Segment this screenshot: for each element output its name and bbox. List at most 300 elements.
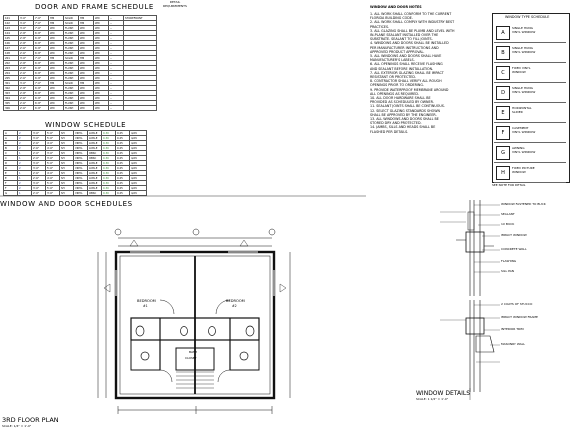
window-cell: LOW-E: [88, 186, 102, 191]
window-cell: 0.30: [102, 181, 116, 186]
window-cell: 4/A5: [130, 156, 147, 161]
note-line: FLORIDA BUILDING CODE.: [370, 16, 413, 21]
door-cell: 101: [4, 16, 19, 21]
door-cell: 6'-8": [34, 101, 49, 106]
window-cell: VINYL: [74, 186, 88, 191]
detail-callout: WINDOW FASTENED TO BUCK: [501, 202, 546, 206]
window-cell: 2: [18, 161, 32, 166]
window-cell: VINYL: [74, 156, 88, 161]
window-type-desc: CASEMENT VINYL WINDOW: [512, 126, 536, 134]
door-cell: WD: [49, 106, 64, 111]
door-cell: --: [109, 41, 124, 46]
window-cell: 3'-0": [32, 186, 46, 191]
window-cell: 0.25: [116, 181, 130, 186]
window-cell: 4/A5: [130, 131, 147, 136]
door-cell: 306: [4, 106, 19, 111]
window-cell: 2: [18, 181, 32, 186]
door-cell: 301: [4, 81, 19, 86]
window-cell: D: [4, 166, 18, 171]
window-cell: 1: [18, 156, 32, 161]
window-cell: F: [4, 181, 18, 186]
detail-callout: MASONRY WALL: [501, 342, 526, 346]
door-cell: SOLID: [64, 56, 79, 61]
door-cell: WD: [94, 36, 109, 41]
window-cell: SH: [60, 131, 74, 136]
detail-callout: SILL PAN: [501, 269, 514, 273]
door-cell: 104: [4, 31, 19, 36]
window-cell: SH: [60, 151, 74, 156]
detail-callout: IMPACT WINDOW FRAME: [501, 315, 538, 319]
window-cell: 0.30: [102, 161, 116, 166]
window-cell: 4/A5: [130, 151, 147, 156]
window-cell: VINYL: [74, 151, 88, 156]
door-cell: --: [109, 46, 124, 51]
note-line: 1. ALL WORK SHALL CONFORM TO THE CURRENT: [370, 12, 452, 16]
window-cell: 2'-0": [32, 151, 46, 156]
door-cell: FLUSH: [64, 36, 79, 41]
window-cell: 2'-6": [32, 171, 46, 176]
door-cell: WD: [49, 31, 64, 36]
door-cell: 6'-8": [34, 46, 49, 51]
note-line: 4. WINDOWS AND DOORS SHALL BE INSTALLED: [370, 41, 449, 46]
door-cell: 3'-0": [19, 81, 34, 86]
door-cell: WD: [49, 41, 64, 46]
bath-label: BATH: [189, 350, 197, 354]
window-cell: 2'-0": [32, 156, 46, 161]
window-cell: OBSC: [88, 151, 102, 156]
door-cell: 2'-6": [19, 46, 34, 51]
door-cell: WD: [79, 46, 94, 51]
door-cell: 2'-6": [19, 106, 34, 111]
door-cell: WD: [94, 16, 109, 21]
door-cell: 2'-8": [19, 31, 34, 36]
window-type-letter: E: [496, 106, 510, 120]
detail-callout: FLASHING: [501, 259, 517, 263]
note-line: 2. ALL WORK SHALL COMPLY WITH INDUSTRY BEST: [370, 20, 455, 25]
door-detail-header: DETAIL REQUIREMENTS: [163, 0, 187, 8]
door-cell: WD: [79, 101, 94, 106]
door-cell: WD: [94, 66, 109, 71]
door-cell: SOLID: [64, 21, 79, 26]
window-cell: 3'-0": [32, 181, 46, 186]
note-line: STORED DRY AND PROTECTED.: [370, 121, 422, 126]
window-cell: LOW-E: [88, 176, 102, 181]
door-cell: 202: [4, 61, 19, 66]
door-cell: WD: [79, 66, 94, 71]
door-cell: 2'-6": [19, 51, 34, 56]
door-cell: 2'-8": [19, 36, 34, 41]
door-cell: --: [109, 106, 124, 111]
window-cell: 0.30: [102, 151, 116, 156]
door-cell: FLUSH: [64, 101, 79, 106]
window-cell: 2: [18, 136, 32, 141]
window-cell: 3'-0": [32, 166, 46, 171]
door-cell: 106: [4, 41, 19, 46]
window-cell: 4/A5: [130, 166, 147, 171]
window-cell: 5'-0": [46, 161, 60, 166]
window-cell: 0.30: [102, 156, 116, 161]
door-cell: --: [109, 31, 124, 36]
window-cell: VINYL: [74, 181, 88, 186]
window-schedule-title: WINDOW SCHEDULE: [45, 121, 127, 129]
window-cell: SH: [60, 136, 74, 141]
door-cell: HM: [79, 16, 94, 21]
door-cell: WD: [79, 51, 94, 56]
window-cell: 0.25: [116, 166, 130, 171]
window-cell: 0.25: [116, 136, 130, 141]
window-cell: 1: [18, 151, 32, 156]
door-cell: --: [109, 21, 124, 26]
window-details-scale: SCALE: 1 1/2" = 1'-0": [416, 397, 449, 401]
window-cell: 5'-0": [46, 131, 60, 136]
window-type-letter: C: [496, 66, 510, 80]
window-cell: 2: [18, 186, 32, 191]
door-cell: WD: [79, 86, 94, 91]
note-line: OPENINGS PRIOR TO ORDERING.: [370, 83, 424, 88]
door-cell: 2'-6": [19, 71, 34, 76]
door-cell: 6'-8": [34, 51, 49, 56]
window-cell: SH: [60, 181, 74, 186]
door-cell: 2'-8": [19, 91, 34, 96]
note-line: IN-PLANE SEALANT INSTALLED OVER THE: [370, 33, 439, 38]
door-cell: WD: [49, 91, 64, 96]
window-cell: VINYL: [74, 161, 88, 166]
door-cell: WD: [79, 76, 94, 81]
door-cell: FLUSH: [64, 106, 79, 111]
window-cell: 0.30: [102, 146, 116, 151]
door-cell: 304: [4, 96, 19, 101]
door-cell: 3'-0": [19, 21, 34, 26]
door-cell: WD: [94, 41, 109, 46]
window-cell: SH: [60, 141, 74, 146]
door-cell: 204: [4, 71, 19, 76]
door-cell: WD: [94, 76, 109, 81]
window-cell: SH: [60, 156, 74, 161]
door-cell: 2'-6": [19, 101, 34, 106]
window-cell: 4/A5: [130, 171, 147, 176]
note-line: PRACTICES.: [370, 24, 390, 29]
window-cell: 0.30: [102, 171, 116, 176]
door-cell: --: [109, 96, 124, 101]
door-cell: SOLID: [64, 81, 79, 86]
door-cell: WD: [94, 81, 109, 86]
window-details-title: WINDOW DETAILS: [416, 390, 471, 397]
door-cell: WD: [79, 91, 94, 96]
window-cell: LOW-E: [88, 146, 102, 151]
window-cell: 0.30: [102, 131, 116, 136]
door-cell: 6'-8": [34, 36, 49, 41]
window-cell: LOW-E: [88, 166, 102, 171]
detail-callout: CONCRETE WALL: [501, 247, 527, 251]
window-cell: 0.30: [102, 136, 116, 141]
window-cell: LOW-E: [88, 171, 102, 176]
door-cell: HM: [49, 21, 64, 26]
door-cell: 6'-8": [34, 41, 49, 46]
door-cell: 203: [4, 66, 19, 71]
window-cell: OBSC: [88, 156, 102, 161]
door-cell: 6'-8": [34, 66, 49, 71]
door-cell: WD: [49, 101, 64, 106]
door-cell: FLUSH: [64, 91, 79, 96]
window-cell: 1: [18, 191, 32, 196]
door-cell: --: [109, 16, 124, 21]
note-line: 6. ALL OPENINGS SHALL RECEIVE FLASHING: [370, 62, 443, 67]
window-cell: 1: [18, 176, 32, 181]
window-cell: 2'-6": [32, 146, 46, 151]
door-cell: 3'-0": [19, 26, 34, 31]
window-cell: 4/A5: [130, 161, 147, 166]
closet-label: CLOSET: [185, 356, 197, 360]
door-cell: 7'-0": [34, 56, 49, 61]
window-cell: 1: [18, 171, 32, 176]
door-cell: 6'-8": [34, 71, 49, 76]
window-type-title: WINDOW TYPE SCHEDULE: [505, 15, 550, 19]
door-cell: WD: [49, 61, 64, 66]
note-line: 5. ALL WINDOWS AND DOORS SHALL HAVE: [370, 54, 442, 59]
window-cell: 3'-0": [46, 156, 60, 161]
door-cell: HM: [49, 16, 64, 21]
window-type-desc: SINGLE HUNG VINYL WINDOW: [512, 86, 536, 94]
door-cell: WD: [94, 51, 109, 56]
door-cell: --: [109, 66, 124, 71]
window-cell: 3'-0": [46, 191, 60, 196]
window-type-letter: A: [496, 26, 510, 40]
note-line: FLASHED PER DETAILS.: [370, 129, 409, 134]
door-cell: WD: [94, 31, 109, 36]
window-cell: 5'-0": [46, 181, 60, 186]
window-type-desc: HORIZONTAL SLIDER: [512, 106, 532, 114]
door-cell: HM: [49, 56, 64, 61]
window-cell: C: [4, 156, 18, 161]
floor-plan-title: 3RD FLOOR PLAN: [2, 416, 59, 424]
door-cell: 103: [4, 26, 19, 31]
door-cell: 7'-0": [34, 16, 49, 21]
window-detail-lower: [440, 300, 500, 392]
door-cell: HM: [79, 81, 94, 86]
window-cell: 4/A5: [130, 186, 147, 191]
window-cell: VINYL: [74, 176, 88, 181]
window-cell: SH: [60, 146, 74, 151]
door-cell: FLUSH: [64, 26, 79, 31]
floor-plan: [98, 229, 290, 414]
window-cell: 3'-0": [32, 136, 46, 141]
door-cell: WD: [49, 46, 64, 51]
room-left-number: #1: [143, 304, 148, 308]
door-cell: 205: [4, 76, 19, 81]
door-cell: FLUSH: [64, 41, 79, 46]
window-cell: 0.25: [116, 171, 130, 176]
door-cell: WD: [79, 71, 94, 76]
window-cell: SH: [60, 186, 74, 191]
window-cell: 3'-0": [32, 131, 46, 136]
door-cell: 6'-8": [34, 96, 49, 101]
door-cell: 3'-0": [19, 16, 34, 21]
note-line: 11. SEALANT JOINTS SHALL BE CONTINUOUS.: [370, 104, 445, 109]
window-cell: 4'-0": [46, 176, 60, 181]
window-cell: LOW-E: [88, 161, 102, 166]
door-cell: WD: [94, 86, 109, 91]
window-type-desc: SINGLE HUNG VINYL WINDOW: [512, 26, 536, 34]
door-cell: WD: [94, 101, 109, 106]
window-cell: 5'-0": [46, 186, 60, 191]
door-cell: FLUSH: [64, 51, 79, 56]
door-cell: WD: [94, 96, 109, 101]
door-cell: --: [109, 51, 124, 56]
door-cell: WD: [49, 36, 64, 41]
door-cell: --: [109, 71, 124, 76]
window-cell: SH: [60, 191, 74, 196]
window-cell: 2: [18, 131, 32, 136]
door-cell: WD: [79, 26, 94, 31]
note-line: APPROVED PRODUCT APPROVAL.: [370, 49, 425, 54]
door-cell: 6'-8": [34, 91, 49, 96]
door-cell: 107: [4, 46, 19, 51]
door-cell: WD: [94, 26, 109, 31]
door-cell: 2'-6": [19, 96, 34, 101]
door-cell: 303: [4, 91, 19, 96]
door-cell: SOLID: [64, 16, 79, 21]
door-cell: --: [109, 76, 124, 81]
window-cell: VINYL: [74, 131, 88, 136]
window-type-letter: B: [496, 46, 510, 60]
window-cell: 0.25: [116, 146, 130, 151]
window-cell: 4'-0": [46, 141, 60, 146]
door-cell: 7'-0": [34, 81, 49, 86]
window-type-letter: H: [496, 166, 510, 180]
door-cell: WD: [94, 106, 109, 111]
window-type-letter: F: [496, 126, 510, 140]
window-cell: 2: [18, 141, 32, 146]
door-cell: 6'-8": [34, 61, 49, 66]
window-cell: SH: [60, 171, 74, 176]
door-cell: 102: [4, 21, 19, 26]
door-cell: 201: [4, 56, 19, 61]
door-cell: 7'-0": [34, 21, 49, 26]
door-cell: FLUSH: [64, 96, 79, 101]
window-cell: LOW-E: [88, 181, 102, 186]
door-cell: 305: [4, 101, 19, 106]
door-cell: 3'-0": [19, 56, 34, 61]
window-cell: 0.30: [102, 141, 116, 146]
window-cell: 4/A5: [130, 191, 147, 196]
window-cell: E: [4, 176, 18, 181]
note-line: 13. ALL WINDOWS AND DOORS SHALL BE: [370, 117, 439, 122]
detail-callout: IMPACT WINDOW: [501, 233, 527, 237]
window-cell: B: [4, 141, 18, 146]
door-cell: WD: [49, 51, 64, 56]
window-cell: 0.25: [116, 191, 130, 196]
window-cell: 0.25: [116, 156, 130, 161]
window-cell: 2'-6": [32, 141, 46, 146]
window-cell: 4'-0": [46, 146, 60, 151]
window-cell: 5'-0": [46, 166, 60, 171]
door-cell: FLUSH: [64, 61, 79, 66]
window-cell: SH: [60, 176, 74, 181]
note-line: SHALL BE APPROVED BY THE ENGINEER.: [370, 112, 437, 117]
door-cell: WD: [79, 36, 94, 41]
window-cell: SH: [60, 166, 74, 171]
door-cell: FLUSH: [64, 76, 79, 81]
window-cell: 0.30: [102, 176, 116, 181]
window-cell: SH: [60, 161, 74, 166]
door-cell: --: [109, 86, 124, 91]
window-cell: LOW-E: [88, 136, 102, 141]
door-cell: WD: [94, 61, 109, 66]
door-cell: WD: [94, 21, 109, 26]
window-cell: 0.30: [102, 166, 116, 171]
window-cell: VINYL: [74, 191, 88, 196]
note-line: PER MANUFACTURER INSTRUCTIONS AND: [370, 45, 439, 50]
door-cell: 6'-8": [34, 76, 49, 81]
window-cell: 3'-0": [46, 151, 60, 156]
door-cell: 6'-8": [34, 86, 49, 91]
window-cell: 0.30: [102, 186, 116, 191]
door-cell: --: [109, 26, 124, 31]
door-cell: WD: [79, 61, 94, 66]
note-line: ALL OPENINGS AS REQUIRED.: [370, 91, 419, 96]
window-cell: 5'-0": [46, 136, 60, 141]
note-line: AND SEALANT BEFORE INSTALLATION.: [370, 66, 434, 71]
window-cell: 4/A5: [130, 136, 147, 141]
window-cell: VINYL: [74, 141, 88, 146]
window-cell: LOW-E: [88, 131, 102, 136]
window-cell: 0.25: [116, 176, 130, 181]
window-detail-upper: [440, 200, 500, 296]
window-cell: 4/A5: [130, 146, 147, 151]
note-line: MANUFACTURER'S LABELS.: [370, 58, 415, 63]
door-cell: 7'-0": [34, 26, 49, 31]
detail-callout: 1X BUCK: [501, 222, 515, 226]
window-cell: A: [4, 136, 18, 141]
note-line: 12. SELECT GLAZING STANDARDS SHOWN: [370, 108, 440, 113]
window-cell: 2: [18, 166, 32, 171]
note-line: 14. JAMBS, SILLS AND HEADS SHALL BE: [370, 125, 436, 130]
window-cell: C: [4, 151, 18, 156]
door-cell: FLUSH: [64, 86, 79, 91]
door-cell: WD: [94, 91, 109, 96]
room-right-label: BEDROOM: [226, 299, 245, 303]
door-cell: WD: [94, 56, 109, 61]
window-cell: 4'-0": [46, 171, 60, 176]
window-cell: E: [4, 171, 18, 176]
detail-callout: 2 COATS OF STUCCO: [501, 302, 533, 306]
door-cell: WD: [79, 31, 94, 36]
window-cell: 0.25: [116, 186, 130, 191]
window-type-letter: G: [496, 146, 510, 160]
door-cell: 108: [4, 51, 19, 56]
door-cell: 6'-8": [34, 106, 49, 111]
door-cell: 302: [4, 86, 19, 91]
door-cell: WD: [49, 71, 64, 76]
door-cell: FLUSH: [64, 66, 79, 71]
window-cell: VINYL: [74, 136, 88, 141]
door-cell: --: [109, 56, 124, 61]
window-cell: 2'-6": [32, 176, 46, 181]
door-cell: WD: [49, 26, 64, 31]
window-cell: VINYL: [74, 171, 88, 176]
note-line: 7. ALL EXTERIOR GLAZING SHALL BE IMPACT: [370, 70, 444, 75]
door-cell: 2'-8": [19, 86, 34, 91]
window-cell: 2'-0": [32, 191, 46, 196]
door-cell: STOREFRONT: [124, 16, 157, 21]
door-cell: --: [109, 61, 124, 66]
window-type-desc: SINGLE HUNG VINYL WINDOW: [512, 46, 536, 54]
door-cell: --: [109, 91, 124, 96]
room-left-label: BEDROOM: [137, 299, 156, 303]
window-cell: 0.25: [116, 131, 130, 136]
note-line: RESISTANT OR PROTECTED.: [370, 75, 416, 80]
door-cell: --: [109, 101, 124, 106]
